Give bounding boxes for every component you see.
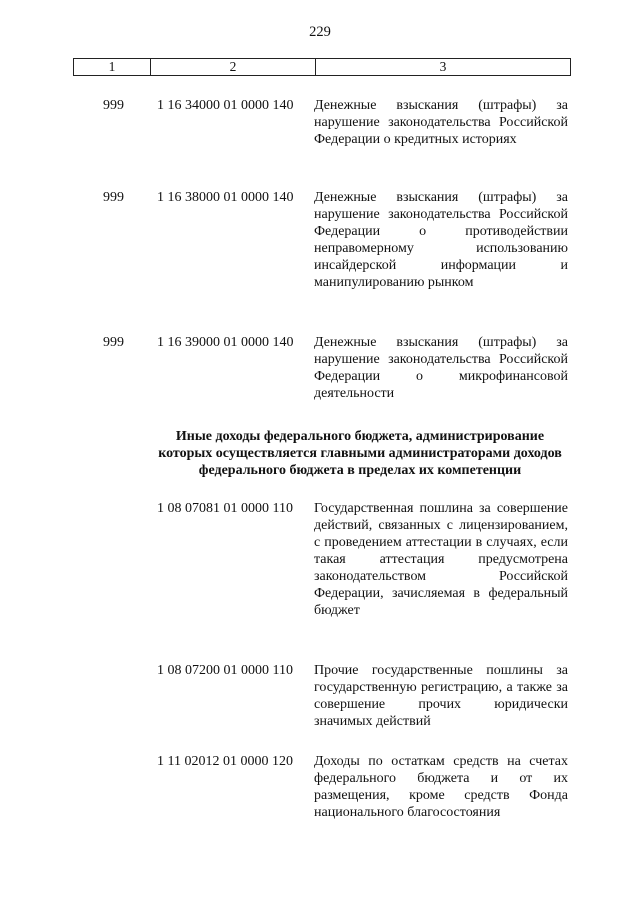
income-description: Государственная пошлина за совершение действий, связанных с лицензированием, с проведением аттестации в случаях, если такая аттестация предусмотрена законодательством Российской Федерации, зачисляемая в федеральный бюджет: [314, 501, 568, 618]
income-description: Денежные взыскания (штрафы) за нарушение законодательства Российской Федерации о кредитных историях: [314, 98, 568, 147]
budget-code: 1 08 07081 01 0000 110: [157, 501, 293, 516]
income-description: Доходы по остаткам средств на счетах федерального бюджета и от их размещения, кроме средств Фонда национального благосостояния: [314, 754, 568, 820]
income-description: Денежные взыскания (штрафы) за нарушение законодательства Российской Федерации о противодействии неправомерному использованию инсайдерской информации и манипулированию рынком: [314, 190, 568, 290]
column-header-3: 3: [316, 59, 571, 76]
admin-code: 999: [103, 98, 124, 113]
column-header-1: 1: [74, 59, 151, 76]
section-title: Иные доходы федерального бюджета, администрирование которых осуществляется главными администраторами доходов федерального бюджета в пределах их компетенции: [158, 429, 562, 478]
budget-code: 1 11 02012 01 0000 120: [157, 754, 293, 769]
budget-code: 1 16 34000 01 0000 140: [157, 98, 294, 113]
column-header-2: 2: [151, 59, 316, 76]
budget-code: 1 16 39000 01 0000 140: [157, 335, 294, 350]
page-number: 229: [309, 24, 331, 40]
column-header-table: [73, 58, 571, 76]
budget-code: 1 08 07200 01 0000 110: [157, 663, 293, 678]
admin-code: 999: [103, 335, 124, 350]
income-description: Прочие государственные пошлины за государственную регистрацию, а также за совершение прочих юридически значимых действий: [314, 663, 568, 729]
budget-code: 1 16 38000 01 0000 140: [157, 190, 294, 205]
income-description: Денежные взыскания (штрафы) за нарушение законодательства Российской Федерации о микрофинансовой деятельности: [314, 335, 568, 401]
admin-code: 999: [103, 190, 124, 205]
